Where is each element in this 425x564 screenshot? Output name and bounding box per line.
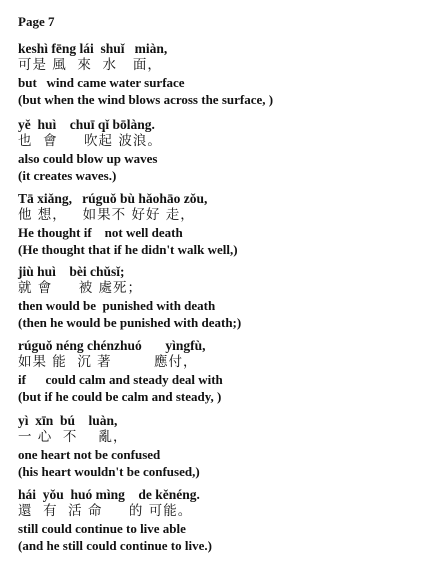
page-title: Page 7 xyxy=(18,14,55,29)
stanza-1 xyxy=(18,40,418,108)
translation-line: (and he still could continue to live.) xyxy=(18,538,212,553)
literal-gloss: still could continue to live able xyxy=(18,521,186,536)
chinese-line: 如果 能 沉 著 應付， xyxy=(18,354,198,370)
translation-line: (then he would be punished with death;) xyxy=(18,315,242,330)
pinyin-line: rúguǒ néng chénzhuó yìngfù, xyxy=(18,338,206,353)
chinese-line: 就 會 被 處死； xyxy=(18,280,143,296)
chinese-line: 一 心 不 亂， xyxy=(18,429,128,445)
literal-gloss: also could blow up waves xyxy=(18,151,158,166)
literal-gloss: He thought if not well death xyxy=(18,225,183,240)
translation-line: (it creates waves.) xyxy=(18,168,117,183)
pinyin-line: jiù huì bèi chǔsǐ; xyxy=(18,264,125,279)
stanza-5 xyxy=(18,337,418,405)
translation-line: (but when the wind blows across the surface, ) xyxy=(18,92,274,107)
pinyin-line: hái yǒu huó mìng de kěnéng. xyxy=(18,487,200,502)
literal-gloss: then would be punished with death xyxy=(18,298,216,313)
chinese-line: 也 會 吹起 波浪。 xyxy=(18,133,162,149)
pinyin-line: Tā xiǎng, rúguǒ bù hǎohāo zǒu, xyxy=(18,191,208,206)
chinese-line: 他 想， 如果不 好好 走， xyxy=(18,207,195,223)
literal-gloss: if could calm and steady deal with xyxy=(18,372,223,387)
stanza-4 xyxy=(18,263,418,331)
pinyin-line: yì xīn bú luàn, xyxy=(18,413,118,428)
stanza-3 xyxy=(18,190,418,258)
pinyin-line: keshì fēng lái shuǐ miàn, xyxy=(18,41,168,56)
pinyin-line: yě huì chuī qǐ bōlàng. xyxy=(18,117,155,132)
translation-line: (his heart wouldn't be confused,) xyxy=(18,464,200,479)
chinese-line: 可是 風 來 水 面， xyxy=(18,57,162,73)
stanza-6 xyxy=(18,412,418,480)
chinese-line: 還 有 活 命 的 可能。 xyxy=(18,503,193,519)
translation-line: (He thought that if he didn't walk well,) xyxy=(18,242,238,257)
literal-gloss: one heart not be confused xyxy=(18,447,161,462)
stanza-2 xyxy=(18,116,418,184)
stanza-7 xyxy=(18,486,418,554)
literal-gloss: but wind came water surface xyxy=(18,75,185,90)
translation-line: (but if he could be calm and steady, ) xyxy=(18,389,222,404)
